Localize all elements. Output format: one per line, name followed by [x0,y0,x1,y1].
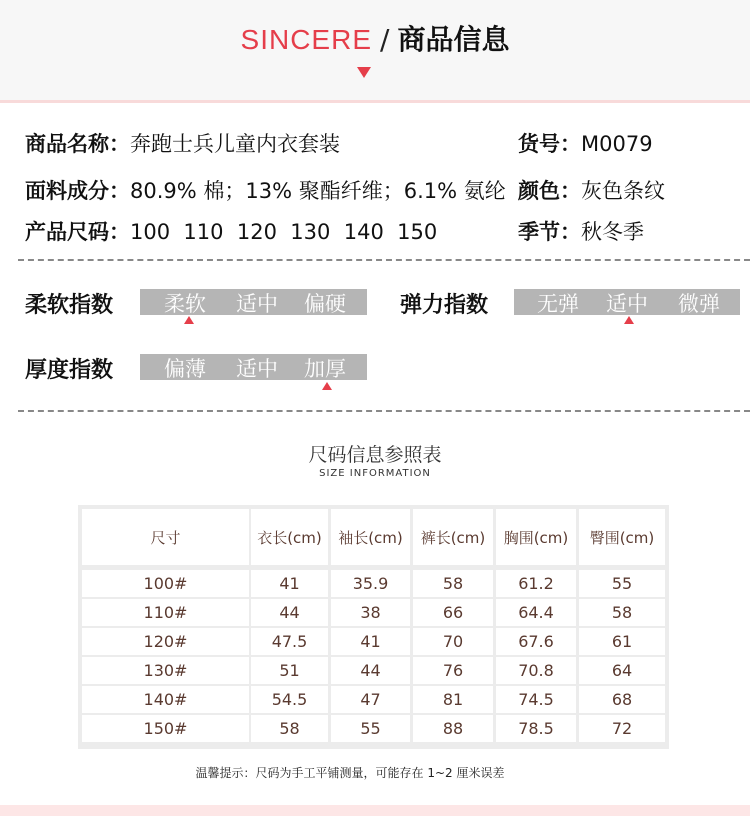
elasticity-option-none: 无弹 [537,292,579,316]
table-cell-pants: 81 [413,686,493,713]
softness-label: 柔软指数 [25,293,114,318]
table-cell-length: 51 [251,657,328,684]
size-table-title: 尺码信息参照表 [308,444,442,466]
product-name-label: 商品名称： [25,132,130,156]
table-cell-chest: 64.4 [496,599,576,626]
table-cell-sleeve: 44 [331,657,410,684]
table-cell-size: 120# [82,628,249,655]
size-row [25,216,437,246]
elasticity-scale [514,289,740,315]
table-cell-hip: 55 [579,570,665,597]
header-divider [0,100,750,103]
table-cell-chest: 78.5 [496,715,576,742]
product-name-row [25,128,340,158]
table-cell-pants: 70 [413,628,493,655]
table-cell-hip: 72 [579,715,665,742]
table-cell-sleeve: 55 [331,715,410,742]
page-title [0,18,750,58]
header-cell-length: 衣长(cm) [251,509,328,565]
elasticity-label: 弹力指数 [400,293,489,318]
header-cell-size: 尺寸 [82,509,249,565]
fabric-value: 80.9% 棉；13% 聚酯纤维；6.1% 氨纶 [130,179,506,203]
softness-scale [140,289,367,315]
table-cell-sleeve: 35.9 [331,570,410,597]
table-cell-size: 110# [82,599,249,626]
table-cell-length: 47.5 [251,628,328,655]
table-cell-length: 44 [251,599,328,626]
title-cn: 商品信息 [397,23,510,56]
table-cell-sleeve: 47 [331,686,410,713]
table-cell-hip: 68 [579,686,665,713]
table-cell-hip: 64 [579,657,665,684]
color-row [518,175,665,205]
footer-band [0,805,750,816]
table-cell-size: 100# [82,570,249,597]
header-cell-sleeve: 袖长(cm) [331,509,410,565]
table-cell-chest: 61.2 [496,570,576,597]
fabric-label: 面料成分： [25,179,130,203]
title-en: SINCERE [240,24,372,55]
thickness-scale [140,354,367,380]
table-cell-pants: 66 [413,599,493,626]
softness-option-hard: 偏硬 [304,292,346,316]
elasticity-option-slight: 微弹 [678,292,720,316]
table-cell-sleeve: 41 [331,628,410,655]
thickness-marker-icon [322,382,332,390]
elasticity-option-medium: 适中 [606,292,648,316]
color-label: 颜色： [518,179,581,203]
table-cell-size: 140# [82,686,249,713]
table-cell-chest: 74.5 [496,686,576,713]
softness-marker-icon [184,316,194,324]
divider-dashed-2 [18,410,750,412]
table-cell-chest: 70.8 [496,657,576,684]
product-name-value: 奔跑士兵儿童内衣套装 [130,132,340,156]
table-cell-length: 54.5 [251,686,328,713]
thickness-option-thin: 偏薄 [164,357,206,381]
header-cell-pants: 裤长(cm) [413,509,493,565]
fabric-row [25,175,506,205]
table-cell-sleeve: 38 [331,599,410,626]
softness-option-medium: 适中 [236,292,278,316]
size-label: 产品尺码： [25,220,130,244]
table-cell-length: 41 [251,570,328,597]
size-value: 100 110 120 130 140 150 [130,220,438,244]
season-row [518,216,644,246]
season-label: 季节： [518,220,581,244]
header-cell-chest: 胸围(cm) [496,509,576,565]
table-cell-pants: 88 [413,715,493,742]
color-value: 灰色条纹 [581,179,665,203]
size-table [78,505,669,749]
sku-row [518,128,653,158]
thickness-label: 厚度指数 [25,358,114,383]
table-cell-length: 58 [251,715,328,742]
sku-value: M0079 [581,132,653,156]
table-cell-size: 150# [82,715,249,742]
measurement-note: 温馨提示：尺码为手工平铺测量，可能存在 1~2 厘米误差 [195,766,505,780]
table-cell-hip: 61 [579,628,665,655]
table-cell-pants: 58 [413,570,493,597]
thickness-option-medium: 适中 [236,357,278,381]
thickness-option-thick: 加厚 [304,357,346,381]
table-cell-chest: 67.6 [496,628,576,655]
title-triangle-icon [357,67,371,78]
sku-label: 货号： [518,132,581,156]
header-cell-hip: 臀围(cm) [579,509,665,565]
size-table-subtitle: SIZE INFORMATION [319,468,431,479]
season-value: 秋冬季 [581,220,644,244]
title-separator: / [380,23,390,56]
table-cell-size: 130# [82,657,249,684]
elasticity-marker-icon [624,316,634,324]
softness-option-soft: 柔软 [164,292,206,316]
divider-dashed-1 [18,259,750,261]
table-cell-hip: 58 [579,599,665,626]
table-cell-pants: 76 [413,657,493,684]
